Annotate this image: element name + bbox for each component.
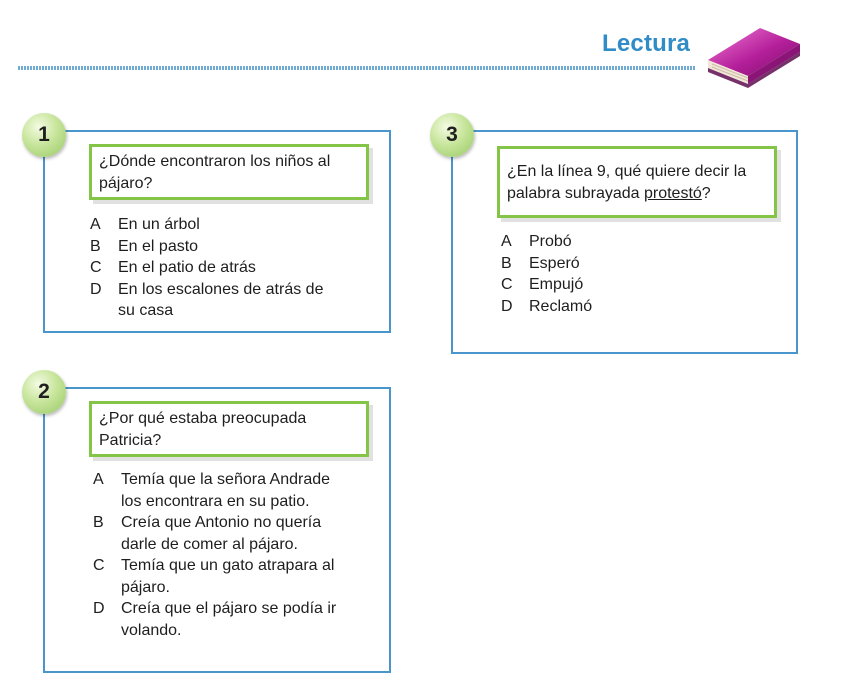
question-3-option-c[interactable] [501, 274, 761, 296]
question-3-stem-text: ¿En la línea 9, qué quiere decir la palabra subrayada [507, 163, 747, 202]
question-3-option-a[interactable] [501, 231, 761, 253]
question-2-option-c[interactable] [93, 555, 363, 598]
question-1-option-c[interactable] [90, 257, 360, 279]
option-text: Probó [529, 233, 572, 250]
option-letter: B [90, 237, 101, 255]
section-title: Lectura [602, 30, 691, 57]
option-text: En el pasto [118, 237, 199, 255]
option-letter: C [93, 557, 105, 574]
question-2-option-a[interactable] [93, 469, 363, 512]
underlined-word: protestó [643, 185, 702, 202]
question-2-option-b[interactable] [93, 512, 363, 555]
option-text: En el patio de atrás [118, 259, 256, 276]
option-letter: C [501, 276, 513, 293]
question-2-option-d[interactable] [93, 598, 363, 641]
option-text: En un árbol [118, 216, 200, 233]
option-text: Temía que un gato atrapara al pájaro. [121, 557, 335, 596]
book-icon [704, 20, 802, 88]
option-letter: B [93, 514, 104, 531]
option-letter: D [93, 600, 105, 617]
question-3-option-d[interactable] [501, 296, 761, 318]
question-1-option-a[interactable] [90, 214, 360, 236]
question-1-options [90, 214, 360, 322]
option-text: Temía que la señora Andrade los encontrara en su patio. [121, 471, 331, 510]
question-2-number-badge: 2 [22, 370, 66, 414]
option-letter: A [93, 471, 104, 488]
question-3-stem [497, 146, 777, 218]
option-letter: A [90, 216, 101, 233]
option-letter: B [501, 254, 512, 272]
option-text: Esperó [529, 254, 580, 272]
question-3-options [501, 231, 761, 317]
question-2-options [93, 469, 363, 641]
option-text: Empujó [529, 276, 584, 293]
option-text: Reclamó [529, 297, 593, 315]
question-1-option-d[interactable] [90, 279, 360, 322]
option-letter: D [501, 297, 513, 315]
option-letter: C [90, 259, 102, 276]
option-letter: D [90, 280, 102, 298]
question-3-stem-end: ? [701, 185, 711, 202]
option-letter: A [501, 233, 512, 250]
question-1-stem: ¿Dónde encontraron los niños al pájaro? [89, 144, 369, 200]
option-text: Creía que Antonio no quería darle de comer al pájaro. [121, 514, 322, 553]
question-3-option-b[interactable] [501, 253, 761, 275]
option-text: Creía que el pájaro se podía ir volando. [121, 600, 337, 639]
header-dotted-rule [18, 66, 696, 70]
question-2-stem: ¿Por qué estaba preocupada Patricia? [89, 401, 369, 457]
option-text: En los escalones de atrás de su casa [118, 280, 324, 319]
question-3-number-badge: 3 [430, 113, 474, 157]
question-1-number-badge: 1 [22, 113, 66, 157]
question-1-option-b[interactable] [90, 236, 360, 258]
